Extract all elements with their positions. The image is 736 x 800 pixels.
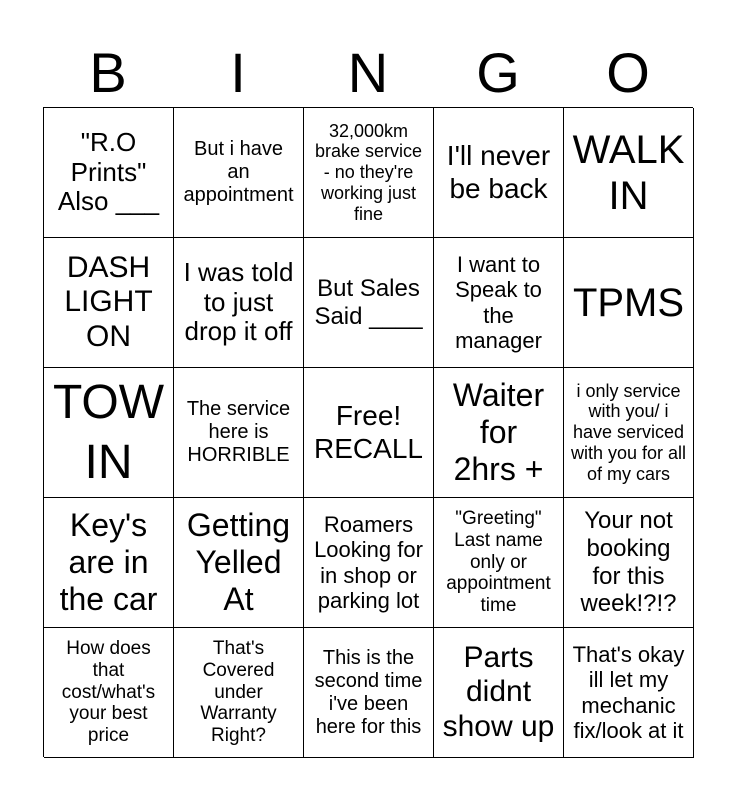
cell-text: I want to Speak to the manager [455,251,542,353]
bingo-cell-r5c5[interactable] [564,628,694,758]
cell-text: Your not booking for this week!?!? [580,507,677,618]
cell-text: WALK IN [572,127,685,218]
cell-text: That's Covered under Warranty Right? [200,637,277,747]
bingo-cell-r1c5[interactable] [564,108,694,238]
header-letter-b: B [89,41,127,104]
bingo-board [43,107,693,757]
cell-text: TOW IN [52,375,165,489]
bingo-cell-r1c2[interactable] [174,108,304,238]
bingo-cell-r4c1[interactable] [44,498,174,628]
bingo-cell-r3c4[interactable] [434,368,564,498]
bingo-cell-r2c2[interactable] [174,238,304,368]
cell-text: But i have an appointment [183,138,294,206]
header-letter-i: I [230,41,246,104]
bingo-cell-r1c1[interactable] [44,108,174,238]
cell-text: Free! RECALL [314,400,423,464]
header-letter-o: O [606,41,650,104]
cell-text: But Sales Said ____ [314,274,423,330]
cell-text: DASH LIGHT ON [64,250,153,353]
cell-text: How does that cost/what's your best price [61,637,156,747]
cell-text: Waiter for 2hrs + [452,377,545,487]
bingo-cell-r5c1[interactable] [44,628,174,758]
bingo-cell-r3c5[interactable] [564,368,694,498]
bingo-cell-r4c4[interactable] [434,498,564,628]
cell-text: Key's are in the car [59,507,158,617]
cell-text: TPMS [572,280,685,325]
cell-text: I'll never be back [446,140,551,204]
bingo-cell-r5c4[interactable] [434,628,564,758]
bingo-cell-r4c2[interactable] [174,498,304,628]
cell-text: Roamers Looking for in shop or parking lot [314,511,423,613]
cell-text: I was told to just drop it off [183,256,294,347]
bingo-cell-r5c3[interactable] [304,628,434,758]
bingo-cell-r3c1[interactable] [44,368,174,498]
bingo-cell-r2c5[interactable] [564,238,694,368]
header-letter-g: G [476,41,520,104]
bingo-cell-r2c4[interactable] [434,238,564,368]
cell-text: Parts didnt show up [442,640,555,743]
cell-text: "Greeting" Last name only or appointment time [446,507,551,617]
cell-text: Getting Yelled At [186,507,291,617]
bingo-cell-r4c5[interactable] [564,498,694,628]
cell-text: The service here is HORRIBLE [186,398,291,466]
bingo-cell-r2c3[interactable] [304,238,434,368]
cell-text: "R.O Prints" Also ___ [57,126,160,217]
bingo-cell-r3c3[interactable] [304,368,434,498]
cell-text: This is the second time i've been here for this [314,646,423,738]
bingo-cell-r3c2[interactable] [174,368,304,498]
cell-text: i only service with you/ i have serviced with you for all of my cars [570,380,687,484]
cell-text: That's okay ill let my mechanic fix/look at it [572,641,685,743]
cell-text: 32,000km brake service - no they're working just fine [314,120,423,224]
bingo-cell-r1c3[interactable] [304,108,434,238]
header-letter-n: N [347,41,389,104]
bingo-cell-r2c1[interactable] [44,238,174,368]
bingo-cell-r5c2[interactable] [174,628,304,758]
bingo-header [43,38,693,108]
bingo-cell-r4c3[interactable] [304,498,434,628]
bingo-cell-r1c4[interactable] [434,108,564,238]
